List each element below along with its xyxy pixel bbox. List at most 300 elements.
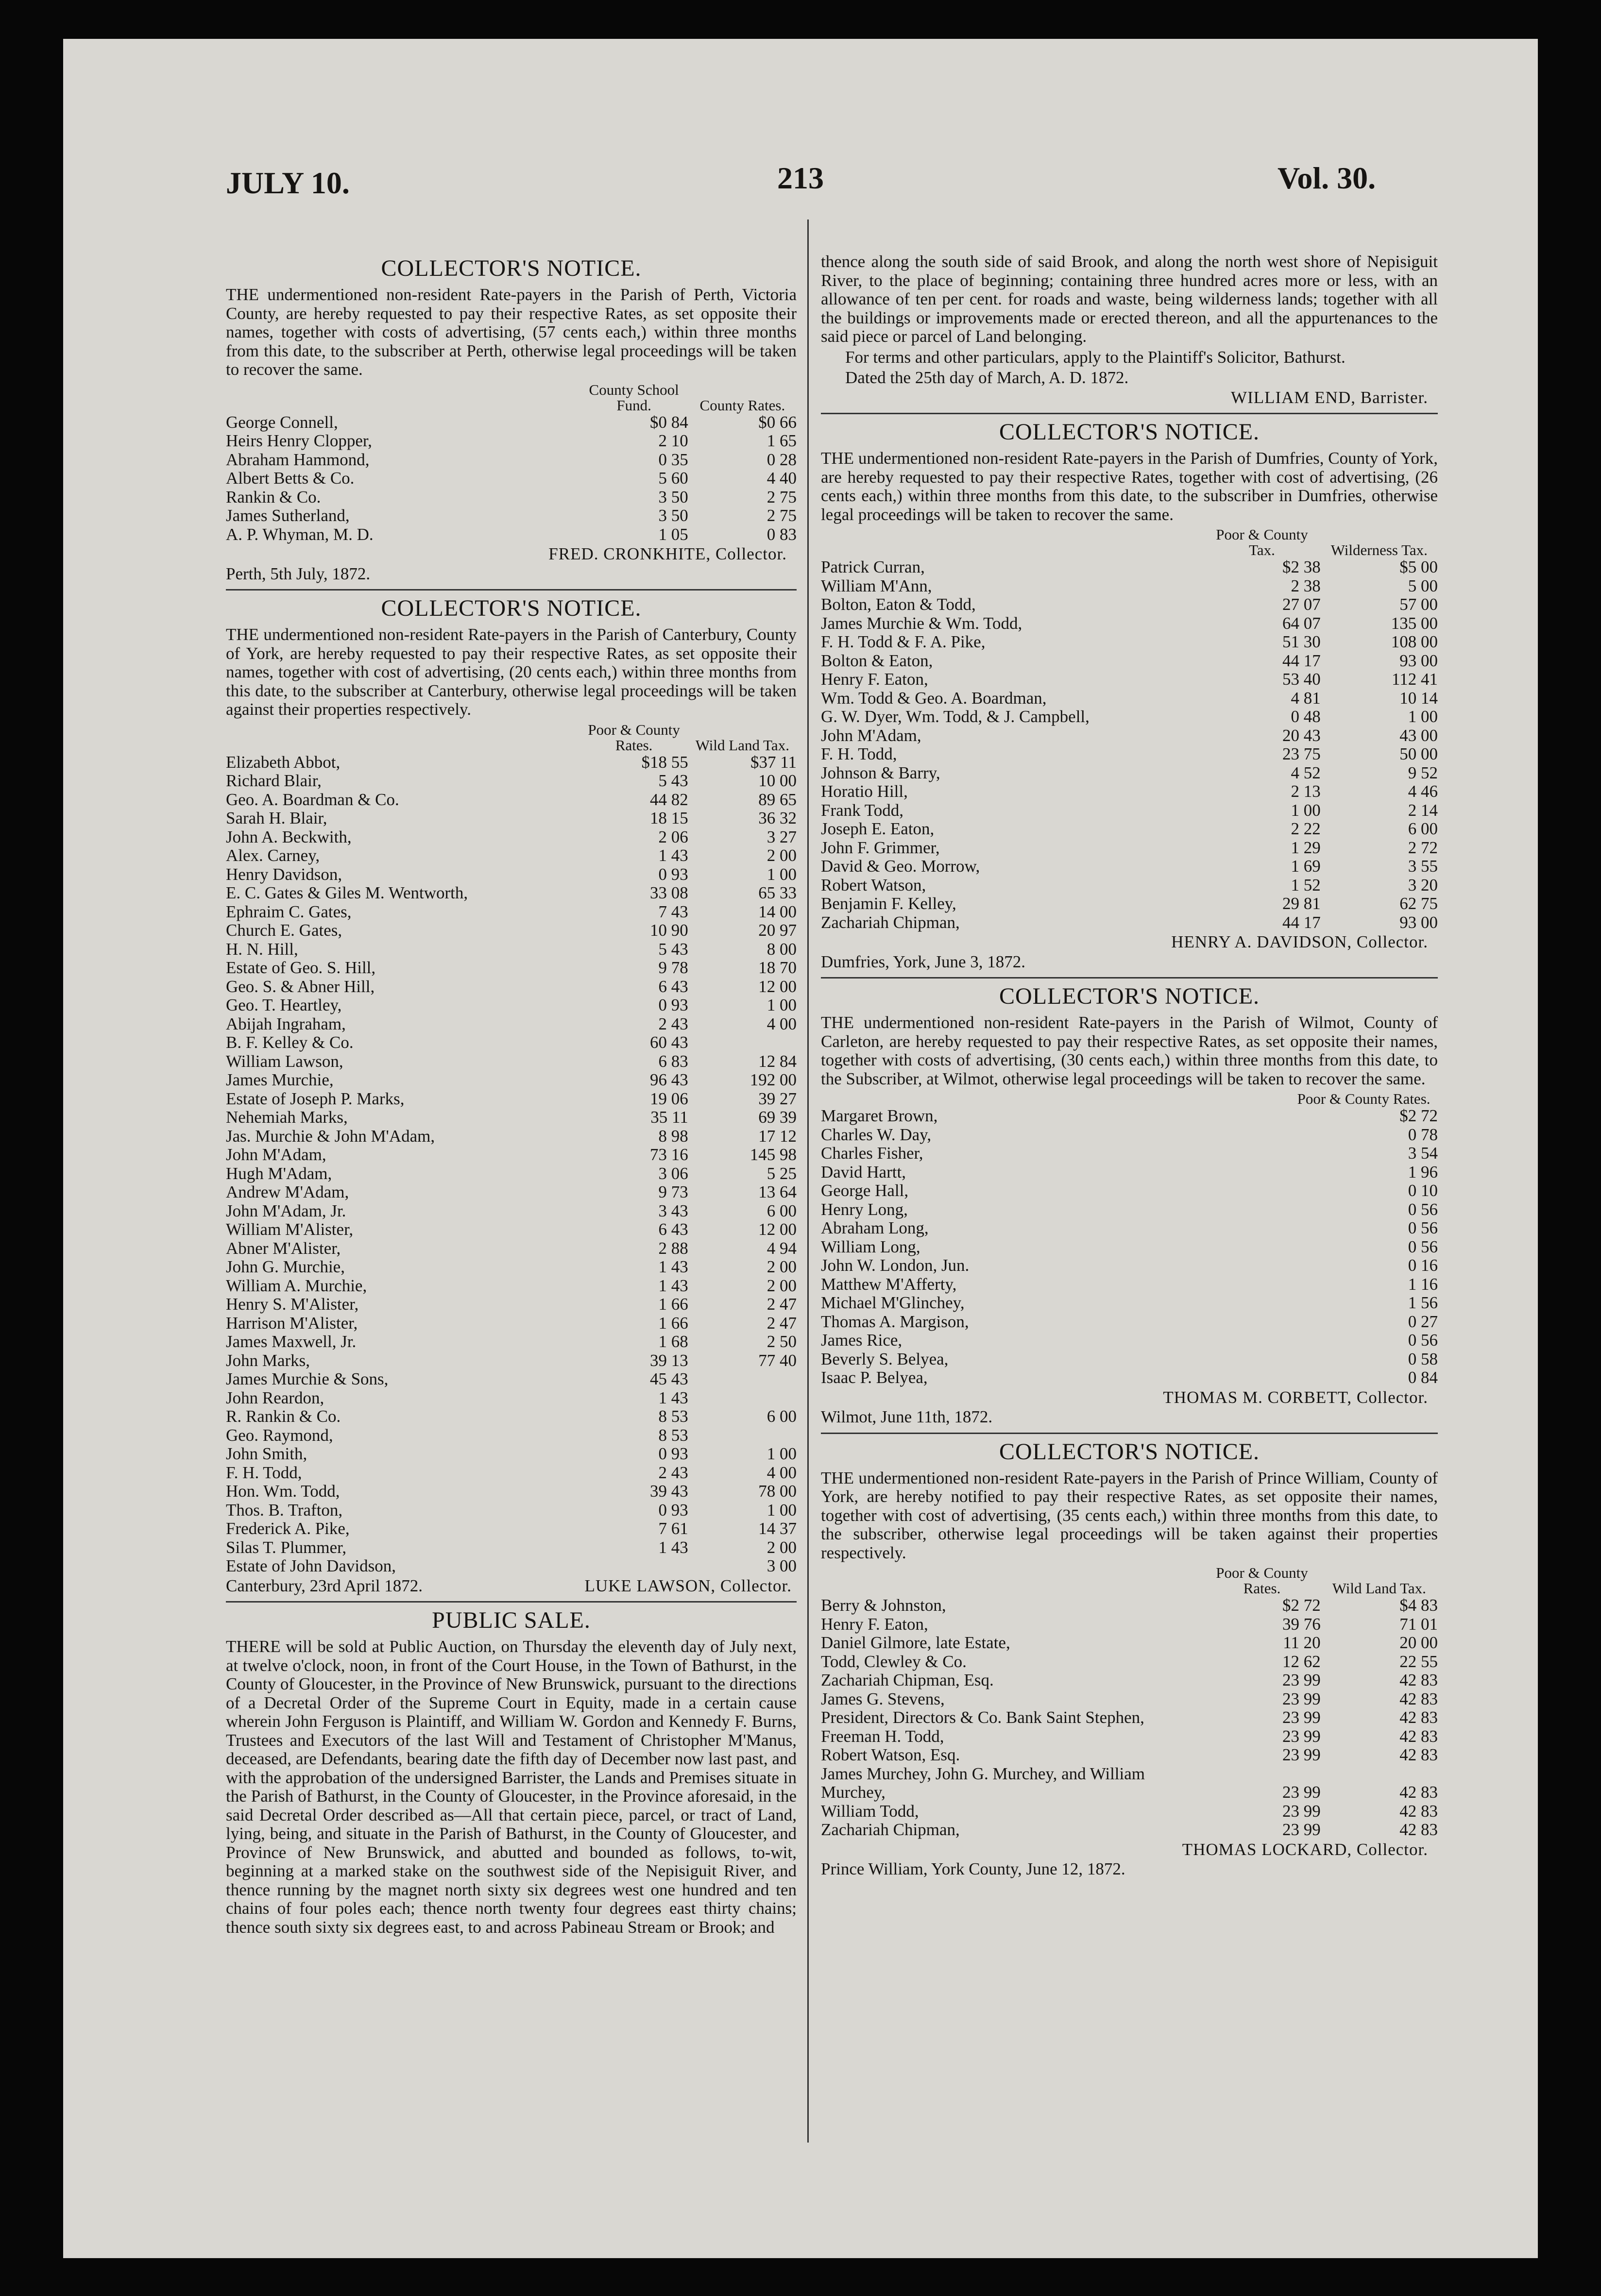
rate-value: 9 78 (658, 958, 688, 977)
rate-value: 192 00 (749, 1070, 797, 1089)
rate-value: 44 17 (1282, 651, 1321, 670)
ratepayer-name: Heirs Henry Clopper, (226, 431, 372, 450)
rate-value: 23 75 (1282, 744, 1321, 763)
rate-value: 4 00 (766, 1014, 797, 1033)
rate-value: 0 27 (1408, 1312, 1438, 1331)
notice-body: THE undermentioned non-resident Rate-payers in the Parish of Prince William, County of York, are hereby notified to pay their respective Rates, as set opposite their names, together with cost of advertising, (35 cents each,) within three months from this date, to the subscriber, otherwise legal proceedings will be taken against their properties respectively. (821, 1468, 1438, 1562)
ratepayer-name: Abraham Long, (821, 1218, 929, 1237)
column-header: Poor & County Tax. (1216, 526, 1308, 558)
rate-value: 2 50 (766, 1332, 797, 1351)
rate-value: 1 00 (766, 996, 797, 1014)
rate-value: 2 72 (1408, 838, 1438, 857)
notice-date: Canterbury, 23rd April 1872. (226, 1576, 423, 1595)
table-row (821, 1746, 1438, 1765)
ratepayer-name: Albert Betts & Co. (226, 469, 355, 488)
rates-table (821, 527, 1438, 932)
table-row (226, 940, 797, 959)
column-header: Poor & County Rates. (588, 721, 680, 754)
rate-value: 0 56 (1408, 1218, 1438, 1237)
notice-date: Perth, 5th July, 1872. (226, 564, 371, 583)
rate-value: 6 00 (766, 1407, 797, 1426)
table-row (226, 772, 797, 791)
rate-value: 42 83 (1399, 1745, 1438, 1764)
ratepayer-name: David & Geo. Morrow, (821, 857, 980, 876)
rate-value: 1 00 (766, 1444, 797, 1463)
rate-value: 23 99 (1282, 1671, 1321, 1689)
rate-value: 2 75 (766, 506, 797, 525)
left-column (226, 253, 797, 1942)
rate-value: 2 22 (1291, 819, 1321, 838)
ratepayer-name: Church E. Gates, (226, 921, 342, 940)
rate-value: 5 25 (766, 1164, 797, 1183)
rate-value: 3 50 (658, 487, 688, 506)
rate-value: 8 00 (766, 939, 797, 959)
rate-value: 20 00 (1399, 1633, 1438, 1652)
ratepayer-name: Johnson & Barry, (821, 763, 940, 782)
table-row (821, 1331, 1438, 1350)
table-row (226, 1052, 797, 1071)
rate-value: 3 06 (658, 1164, 688, 1183)
rate-value: 23 99 (1282, 1783, 1321, 1802)
rate-value: 1 96 (1408, 1162, 1438, 1182)
rate-value: 64 07 (1282, 613, 1321, 633)
rate-value: 2 00 (766, 1276, 797, 1295)
ratepayer-name: Robert Watson, Esq. (821, 1745, 960, 1764)
table-row (821, 839, 1438, 858)
table-row (226, 1258, 797, 1277)
rate-value: 3 27 (766, 827, 797, 846)
ratepayer-name: John M'Adam, (226, 1145, 326, 1164)
rate-value: 27 07 (1282, 595, 1321, 614)
table-row (226, 1015, 797, 1034)
ratepayer-name: Todd, Clewley & Co. (821, 1652, 967, 1671)
ratepayer-name: Ephraim C. Gates, (226, 902, 352, 921)
rate-value (688, 1370, 797, 1389)
rate-value: 93 00 (1399, 651, 1438, 670)
table-row (821, 1671, 1438, 1690)
rate-value: 6 43 (658, 977, 688, 996)
rate-value: 96 43 (650, 1070, 688, 1089)
rate-value: 0 10 (1408, 1181, 1438, 1200)
rate-value: 1 00 (1408, 707, 1438, 726)
rate-value: 14 00 (758, 902, 797, 921)
rate-value: 1 66 (658, 1295, 688, 1314)
rates-table (226, 382, 797, 544)
table-row (821, 1615, 1438, 1634)
rate-value: 5 00 (1408, 576, 1438, 595)
column-header: Poor & County Rates. (1216, 1564, 1308, 1597)
rate-value: $2 38 (1282, 557, 1321, 576)
ratepayer-name: William M'Alister, (226, 1220, 354, 1239)
rate-value: 29 81 (1282, 894, 1321, 913)
rate-value: 42 83 (1399, 1689, 1438, 1708)
table-row (226, 846, 797, 865)
table-row (821, 1653, 1438, 1671)
rate-value: 108 00 (1391, 632, 1438, 651)
ratepayer-name: Michael M'Glinchey, (821, 1293, 965, 1312)
rate-value: 3 55 (1408, 857, 1438, 876)
table-row (821, 558, 1438, 577)
table-row (821, 1219, 1438, 1238)
rate-value: 1 00 (1291, 800, 1321, 820)
notice-terms: For terms and other particulars, apply to the Plaintiff's Solicitor, Bathurst. (845, 347, 1346, 367)
ratepayer-name: Elizabeth Abbot, (226, 752, 341, 772)
table-row (226, 1071, 797, 1090)
rate-value: $0 66 (758, 412, 797, 432)
ratepayer-name: John G. Murchie, (226, 1257, 345, 1276)
rate-value: 5 43 (658, 939, 688, 959)
rate-value: 4 40 (766, 469, 797, 488)
notice-wilmot (821, 983, 1438, 1427)
table-row (226, 525, 797, 544)
ratepayer-name: Abraham Hammond, (226, 450, 370, 469)
rate-value: 10 00 (758, 771, 797, 790)
table-row (226, 1389, 797, 1408)
rate-value: 2 06 (658, 827, 688, 846)
ratepayer-name: James Murchie, (226, 1070, 334, 1089)
table-row (821, 1634, 1438, 1653)
rate-value: 4 81 (1291, 688, 1321, 708)
rate-value: 10 90 (650, 921, 688, 940)
ratepayer-name: Sarah H. Blair, (226, 809, 327, 827)
ratepayer-name: James G. Stevens, (821, 1689, 945, 1708)
rate-value: 0 16 (1408, 1256, 1438, 1275)
ratepayer-name: Horatio Hill, (821, 782, 908, 801)
table-row (226, 413, 797, 432)
rate-value: $37 11 (750, 752, 797, 772)
rate-value: 2 00 (766, 846, 797, 865)
ratepayer-name: Nehemiah Marks, (226, 1108, 348, 1127)
rate-value: 42 83 (1399, 1801, 1438, 1821)
rate-value: 23 99 (1282, 1689, 1321, 1708)
rate-value: 69 39 (758, 1108, 797, 1127)
rate-value: 1 56 (1408, 1293, 1438, 1312)
table-row (226, 996, 797, 1015)
ratepayer-name: Estate of John Davidson, (226, 1556, 396, 1575)
collector-signature: LUKE LAWSON, Collector. (584, 1576, 792, 1595)
column-header: Wild Land Tax. (695, 736, 789, 754)
rate-value: 12 00 (758, 977, 797, 996)
ratepayer-name: John F. Grimmer, (821, 838, 940, 857)
rate-value: 17 12 (758, 1126, 797, 1146)
rate-value: 51 30 (1282, 632, 1321, 651)
table-row (821, 745, 1438, 764)
table-row (821, 913, 1438, 932)
collector-signature: FRED. CRONKHITE, Collector. (548, 544, 787, 563)
rate-value: 45 43 (650, 1369, 688, 1388)
rate-value: 6 00 (1408, 819, 1438, 838)
rate-value: 6 43 (658, 1220, 688, 1239)
ratepayer-name: George Hall, (821, 1181, 909, 1200)
rate-value: 2 43 (658, 1014, 688, 1033)
table-row (226, 488, 797, 507)
rate-value: 18 70 (758, 958, 797, 977)
rate-value: 0 93 (658, 864, 688, 884)
rate-value: 7 61 (658, 1519, 688, 1538)
rate-value: 3 50 (658, 506, 688, 525)
ratepayer-name: Thos. B. Trafton, (226, 1500, 343, 1519)
notice-public-sale (226, 1607, 797, 1937)
table-row (226, 1146, 797, 1165)
rate-value: 12 84 (758, 1051, 797, 1071)
rate-value: 8 98 (658, 1126, 688, 1146)
table-row (226, 1464, 797, 1483)
ratepayer-name: F. H. Todd, (821, 744, 897, 763)
rate-value: 0 28 (766, 450, 797, 469)
notice-title: COLLECTOR'S NOTICE. (381, 255, 642, 281)
table-row (226, 1090, 797, 1109)
rate-value: $5 00 (1399, 557, 1438, 576)
ratepayer-name: Estate of Joseph P. Marks, (226, 1089, 405, 1108)
ratepayer-name: John A. Beckwith, (226, 827, 352, 846)
table-row (226, 1538, 797, 1557)
ratepayer-name: Alex. Carney, (226, 846, 320, 865)
rate-value: 0 93 (658, 1444, 688, 1463)
collector-signature: THOMAS LOCKARD, Collector. (1182, 1840, 1428, 1859)
ratepayer-name: Andrew M'Adam, (226, 1182, 349, 1201)
rate-value: 39 43 (650, 1482, 688, 1501)
rate-value: 2 43 (658, 1463, 688, 1482)
table-row (821, 614, 1438, 633)
right-column (821, 253, 1438, 1885)
table-row (821, 1275, 1438, 1294)
rate-value: 1 43 (658, 846, 688, 865)
table-row (226, 903, 797, 922)
ratepayer-name: E. C. Gates & Giles M. Wentworth, (226, 883, 468, 902)
ratepayer-name: William M'Ann, (821, 576, 932, 595)
notice-body-continued: thence along the south side of said Brook, and along the north west shore of Nepisiguit River, to the place of beginning; containing three hundred acres more or less, with an allowance of ten per cent. for roads and waste, being wilderness lands; together with all the buildings or improvements made or erected thereon, and all the appurtenances to the said piece or parcel of Land belonging. (821, 252, 1438, 346)
rate-value: 8 53 (658, 1425, 688, 1445)
column-header: Poor & County Rates. (1297, 1090, 1431, 1107)
column-divider (807, 219, 809, 2143)
column-header: County School Fund. (589, 381, 679, 414)
ratepayer-name: Abijah Ingraham, (226, 1014, 346, 1033)
rate-value: 10 14 (1399, 688, 1438, 708)
rates-table (226, 722, 797, 1576)
ratepayer-name: John Marks, (226, 1351, 310, 1370)
table-row (226, 884, 797, 903)
table-row (821, 1802, 1438, 1821)
ratepayer-name: Patrick Curran, (821, 557, 925, 576)
ratepayer-name: Geo. Raymond, (226, 1425, 333, 1445)
rate-value: 42 83 (1399, 1708, 1438, 1727)
ratepayer-name: James Murchie & Wm. Todd, (821, 613, 1022, 633)
rate-value: 0 56 (1408, 1199, 1438, 1219)
table-row (226, 1108, 797, 1127)
ratepayer-name: Thomas A. Margison, (821, 1312, 969, 1331)
notice-body: THE undermentioned non-resident Rate-payers in the Parish of Wilmot, County of Carleton, are hereby requested to pay their respective Rates, as set opposite their names, together with costs of advertising, (30 cents each,) within three months from this date, to the Subscriber, at Wilmot, otherwise legal proceedings will be taken to recover the same. (821, 1013, 1438, 1088)
table-row (226, 1127, 797, 1146)
rate-value: 22 55 (1399, 1652, 1438, 1671)
rate-value: 3 00 (766, 1556, 797, 1575)
ratepayer-name: Beverly S. Belyea, (821, 1349, 949, 1368)
rate-value: 4 94 (766, 1238, 797, 1258)
ratepayer-name: Wm. Todd & Geo. A. Boardman, (821, 688, 1047, 708)
table-row (226, 828, 797, 847)
table-row (821, 1107, 1438, 1126)
ratepayer-name: David Hartt, (821, 1162, 906, 1182)
table-row (821, 708, 1438, 726)
table-row (821, 820, 1438, 839)
notice-title: COLLECTOR'S NOTICE. (999, 983, 1260, 1009)
column-header: Wild Land Tax. (1332, 1580, 1426, 1597)
rate-value (580, 1557, 688, 1576)
rate-value: 1 66 (658, 1313, 688, 1333)
ratepayer-name: Henry Davidson, (226, 864, 342, 884)
table-row (821, 1596, 1438, 1615)
rate-value: 2 88 (658, 1238, 688, 1258)
ratepayer-name: Daniel Gilmore, late Estate, (821, 1633, 1010, 1652)
ratepayer-name: A. P. Whyman, M. D. (226, 524, 374, 544)
ratepayer-name: Bolton, Eaton & Todd, (821, 595, 976, 614)
notice-prince-william (821, 1439, 1438, 1879)
table-row (226, 432, 797, 451)
notice-title: COLLECTOR'S NOTICE. (999, 1438, 1260, 1465)
ratepayer-name: G. W. Dyer, Wm. Todd, & J. Campbell, (821, 707, 1090, 726)
rate-value: 0 93 (658, 1500, 688, 1519)
rate-value: 13 64 (758, 1182, 797, 1201)
rate-value: 14 37 (758, 1519, 797, 1538)
ratepayer-name: B. F. Kelley & Co. (226, 1033, 354, 1052)
ratepayer-name: Berry & Johnston, (821, 1596, 946, 1615)
table-row (226, 1426, 797, 1445)
rate-value: 23 99 (1282, 1708, 1321, 1727)
rate-value: 3 43 (658, 1201, 688, 1220)
barrister-signature: WILLIAM END, Barrister. (1231, 388, 1428, 407)
ratepayer-name: William Long, (821, 1237, 920, 1256)
rate-value: 112 41 (1392, 670, 1438, 689)
column-header: Wilderness Tax. (1330, 541, 1428, 558)
ratepayer-name: R. Rankin & Co. (226, 1407, 341, 1426)
rate-value: 39 76 (1282, 1614, 1321, 1634)
ratepayer-name: Henry Long, (821, 1199, 908, 1219)
rate-value: 3 54 (1408, 1144, 1438, 1163)
volume-number: Vol. 30. (1277, 161, 1376, 195)
ratepayer-name: Jas. Murchie & John M'Adam, (226, 1126, 435, 1146)
table-row (821, 857, 1438, 876)
table-row (226, 865, 797, 884)
rate-value: 1 43 (658, 1257, 688, 1276)
rate-value: 1 43 (658, 1537, 688, 1557)
rate-value: 20 97 (758, 921, 797, 940)
rate-value: $2 72 (1282, 1596, 1321, 1615)
rate-value: 7 43 (658, 902, 688, 921)
rate-value: 57 00 (1399, 595, 1438, 614)
ratepayer-name: James Maxwell, Jr. (226, 1332, 357, 1351)
table-row (226, 1501, 797, 1520)
ratepayer-name: John Smith, (226, 1444, 307, 1463)
table-row (226, 1370, 797, 1389)
ratepayer-name: H. N. Hill, (226, 939, 298, 959)
table-row (821, 689, 1438, 708)
ratepayer-name: Benjamin F. Kelley, (821, 894, 956, 913)
rate-value: $2 72 (1399, 1106, 1438, 1125)
rate-value: 42 83 (1399, 1671, 1438, 1689)
ratepayer-name: Richard Blair, (226, 771, 322, 790)
ratepayer-name: President, Directors & Co. Bank Saint Stephen, (821, 1708, 1144, 1727)
rate-value: 33 08 (650, 883, 688, 902)
rate-value: 18 15 (650, 809, 688, 827)
rate-value: $0 84 (650, 412, 688, 432)
rate-value: 6 83 (658, 1051, 688, 1071)
ratepayer-name: Frank Todd, (821, 800, 903, 820)
ratepayer-name: George Connell, (226, 412, 338, 432)
notice-body: THE undermentioned non-resident Rate-payers in the Parish of Canterbury, County of York, are hereby requested to pay their respective Rates, as set opposite their names, together with cost of advertising, (20 cents each,) within three months from this date, to the subscriber at Canterbury, otherwise legal proceedings will be taken against their properties respectively. (226, 625, 797, 719)
rate-value: 2 13 (1291, 782, 1321, 801)
rate-value: 0 35 (658, 450, 688, 469)
ratepayer-name: James Murchey, John G. Murchey, and William Murchey, (821, 1764, 1145, 1802)
rate-value: 12 00 (758, 1220, 797, 1239)
ratepayer-name: John W. London, Jun. (821, 1256, 970, 1275)
rate-value: 2 10 (658, 431, 688, 450)
ratepayer-name: Harrison M'Alister, (226, 1313, 358, 1333)
rate-value: 65 33 (758, 883, 797, 902)
ratepayer-name: Bolton & Eaton, (821, 651, 933, 670)
rate-value: 42 83 (1399, 1726, 1438, 1746)
ratepayer-name: James Murchie & Sons, (226, 1369, 389, 1388)
ratepayer-name: Matthew M'Afferty, (821, 1274, 957, 1294)
rate-value: 53 40 (1282, 670, 1321, 689)
rate-value: 0 93 (658, 996, 688, 1014)
rate-value: 1 16 (1408, 1274, 1438, 1294)
rate-value: 39 27 (758, 1089, 797, 1108)
rate-value: 1 00 (766, 864, 797, 884)
rate-value: 77 40 (758, 1351, 797, 1370)
rate-value: 5 60 (658, 469, 688, 488)
table-row (226, 1220, 797, 1239)
table-row (821, 1144, 1438, 1163)
ratepayer-name: Zachariah Chipman, (821, 912, 960, 932)
rate-value: 93 00 (1399, 912, 1438, 932)
rate-value: 23 99 (1282, 1820, 1321, 1839)
ratepayer-name: Henry F. Eaton, (821, 1614, 928, 1634)
rate-value: 1 52 (1291, 875, 1321, 895)
ratepayer-name: John Reardon, (226, 1388, 324, 1407)
rate-value: 1 29 (1291, 838, 1321, 857)
rate-value: 1 69 (1291, 857, 1321, 876)
table-row (821, 1708, 1438, 1727)
table-row (821, 1200, 1438, 1219)
table-row (821, 1821, 1438, 1840)
rate-value: 12 62 (1282, 1652, 1321, 1671)
ratepayer-name: Margaret Brown, (821, 1106, 938, 1125)
column-header: County Rates. (699, 396, 785, 414)
ratepayer-name: Charles Fisher, (821, 1144, 923, 1163)
ratepayer-name: Zachariah Chipman, (821, 1820, 960, 1839)
table-row (226, 1239, 797, 1258)
table-row (226, 451, 797, 470)
ratepayer-name: Geo. T. Heartley, (226, 996, 342, 1014)
table-row (226, 1314, 797, 1333)
ratepayer-name: F. H. Todd & F. A. Pike, (821, 632, 986, 651)
table-row (226, 1033, 797, 1052)
ratepayer-name: Joseph E. Eaton, (821, 819, 935, 838)
ratepayer-name: John M'Adam, (821, 726, 921, 745)
ratepayer-name: John M'Adam, Jr. (226, 1201, 346, 1220)
table-row (226, 1277, 797, 1296)
rate-value: 1 05 (658, 524, 688, 544)
table-row (821, 1727, 1438, 1746)
table-row (821, 1163, 1438, 1182)
section-rule (821, 413, 1438, 414)
ratepayer-name: Charles W. Day, (821, 1125, 932, 1144)
rate-value: 4 52 (1291, 763, 1321, 782)
rate-value: 1 43 (658, 1388, 688, 1407)
rate-value: 36 32 (758, 809, 797, 827)
table-row (226, 1333, 797, 1351)
rate-value: 1 65 (766, 431, 797, 450)
table-row (821, 1313, 1438, 1332)
